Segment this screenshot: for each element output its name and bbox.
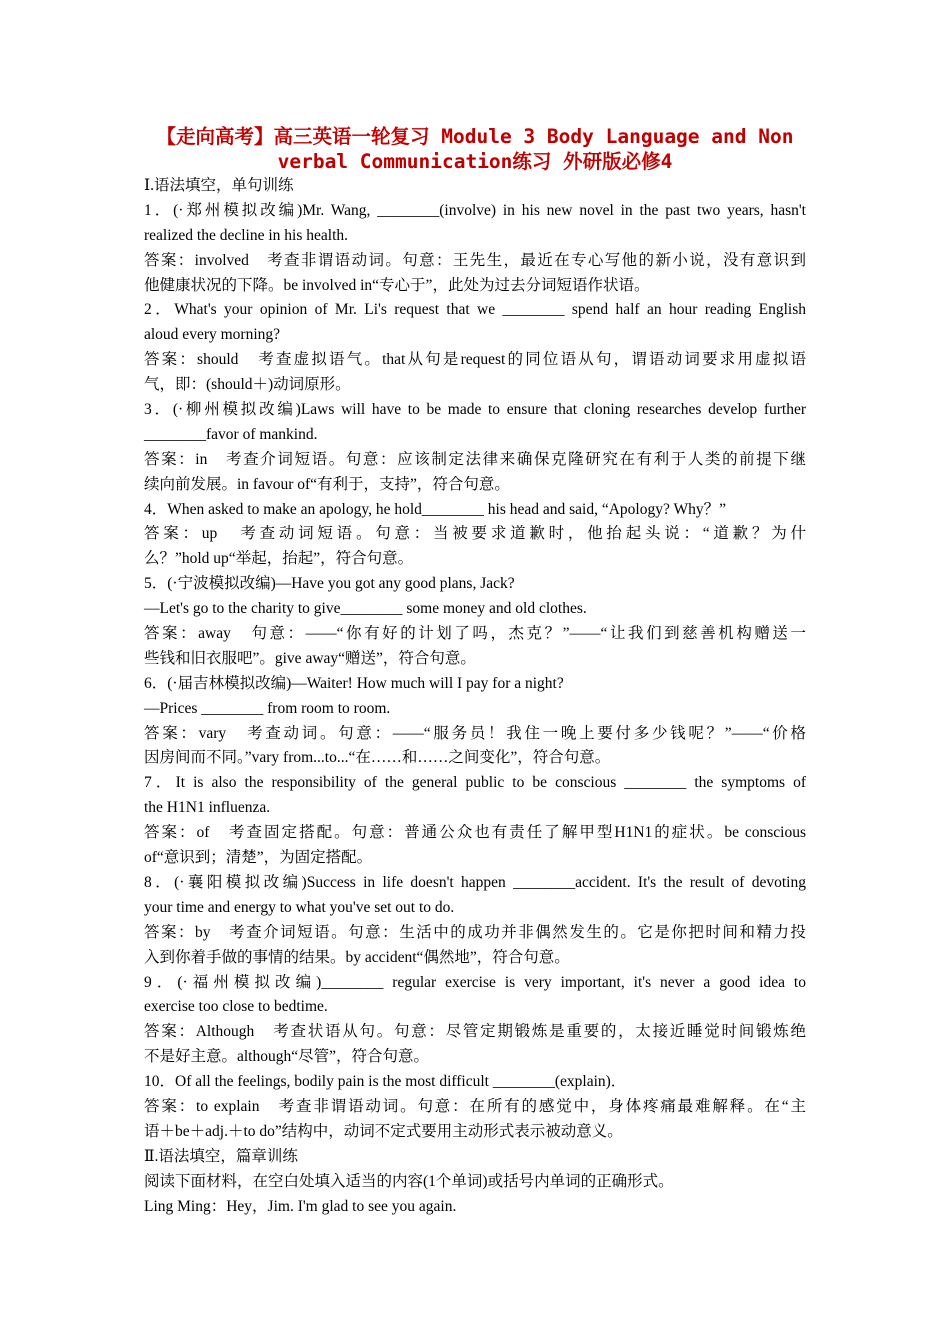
text-line: Ⅰ.语法填空，单句训练 — [144, 177, 294, 194]
text-line: —Prices ________ from room to room. — [144, 699, 391, 717]
text-line: 么？”hold up“举起，抬起”，符合句意。 — [144, 550, 414, 568]
text-line: 续向前发展。in favour of“有利于，支持”，符合句意。 — [144, 475, 510, 493]
text-line: ________favor of mankind. — [144, 425, 318, 443]
text-line: 语＋be＋adj.＋to do”结构中，动词不定式要用主动形式表示被动意义。 — [144, 1122, 623, 1140]
text-line: 答案：by 考查介词短语。句意：生活中的成功并非偶然发生的。它是你把时间和精力投 — [144, 923, 806, 941]
document-body — [144, 174, 806, 1219]
text-line: 些钱和旧衣服吧”。give away“赠送”，符合句意。 — [144, 649, 476, 667]
title-line-1: 【走向高考】高三英语一轮复习 Module 3 Body Language and Non — [156, 125, 794, 148]
text-line: 5．(·宁波模拟改编)—Have you got any good plans, Jack? — [144, 575, 515, 593]
text-line: 答案：up 考查动词短语。句意：当被要求道歉时，他抬起头说：“道歉？为什 — [144, 525, 806, 543]
text-line: Ⅱ.语法填空，篇章训练 — [144, 1147, 298, 1165]
text-line: 答案：in 考查介词短语。句意：应该制定法律来确保克隆研究在有利于人类的前提下继 — [144, 450, 806, 468]
text-line: 答案：of 考查固定搭配。句意：普通公众也有责任了解甲型H1N1的症状。be conscious — [144, 824, 806, 842]
text-line: the H1N1 influenza. — [144, 799, 271, 817]
text-line: 8．(·襄阳模拟改编)Success in life doesn't happen ________accident. It's the result of devoting — [144, 873, 806, 891]
text-line: of“意识到；清楚”，为固定搭配。 — [144, 849, 373, 867]
text-line: —Let's go to the charity to give________ some money and old clothes. — [144, 600, 587, 618]
text-line: 4．When asked to make an apology, he hold________ his head and said, “Apology? Why？” — [144, 500, 726, 518]
text-line: 入到你着手做的事情的结果。by accident“偶然地”，符合句意。 — [144, 948, 570, 966]
text-line: 答案：to explain 考查非谓语动词。句意：在所有的感觉中，身体疼痛最难解释。在“主 — [144, 1097, 806, 1115]
text-line: 答案：away 句意：——“你有好的计划了吗，杰克？”——“让我们到慈善机构赠送一 — [144, 625, 806, 643]
text-line: 答案：vary 考查动词。句意：——“服务员！我住一晚上要付多少钱呢？”——“价格 — [144, 724, 806, 742]
document-title — [144, 124, 806, 174]
title-line-2: verbal Communication练习 外研版必修4 — [277, 150, 673, 173]
text-line: 他健康状况的下降。be involved in“专心于”，此处为过去分词短语作状语。 — [144, 276, 650, 294]
text-line: Ling Ming：Hey，Jim. I'm glad to see you again. — [144, 1197, 457, 1215]
text-line: 3．(·柳州模拟改编)Laws will have to be made to ensure that cloning researches develop further — [144, 401, 806, 419]
text-line: 阅读下面材料，在空白处填入适当的内容(1个单词)或括号内单词的正确形式。 — [144, 1172, 674, 1190]
text-line: aloud every morning? — [144, 326, 281, 344]
text-line: 因房间而不同。”vary from...to...“在……和……之间变化”，符合句意。 — [144, 749, 611, 767]
text-line: 答案：Although 考查状语从句。句意：尽管定期锻炼是重要的，太接近睡觉时间锻炼绝 — [144, 1023, 806, 1041]
text-line: 1．(·郑州模拟改编)Mr. Wang, ________(involve) in his new novel in the past two years, hasn't — [144, 201, 806, 219]
text-line: your time and energy to what you've set out to do. — [144, 898, 455, 916]
text-line: 10．Of all the feelings, bodily pain is the most difficult ________(explain)． — [144, 1073, 627, 1091]
text-line: 7．It is also the responsibility of the general public to be conscious ________ the symptoms of — [144, 774, 806, 792]
text-line: 答案：should 考查虚拟语气。that从句是request的同位语从句，谓语动词要求用虚拟语 — [144, 351, 806, 369]
text-line: exercise too close to bedtime. — [144, 998, 328, 1016]
text-line: 6．(·届吉林模拟改编)—Waiter! How much will I pay for a night? — [144, 674, 564, 692]
text-line: 9．(·福州模拟改编)________ regular exercise is very important, it's never a good idea to — [144, 973, 806, 991]
text-line: 2．What's your opinion of Mr. Li's request that we ________ spend half an hour reading English — [144, 301, 806, 319]
text-line: 答案：involved 考查非谓语动词。句意：王先生，最近在专心写他的新小说，没有意识到 — [144, 251, 806, 269]
text-line: 不是好主意。although“尽管”，符合句意。 — [144, 1048, 430, 1066]
text-line: realized the decline in his health. — [144, 226, 348, 244]
text-line: 气，即：(should＋)动词原形。 — [144, 376, 351, 394]
